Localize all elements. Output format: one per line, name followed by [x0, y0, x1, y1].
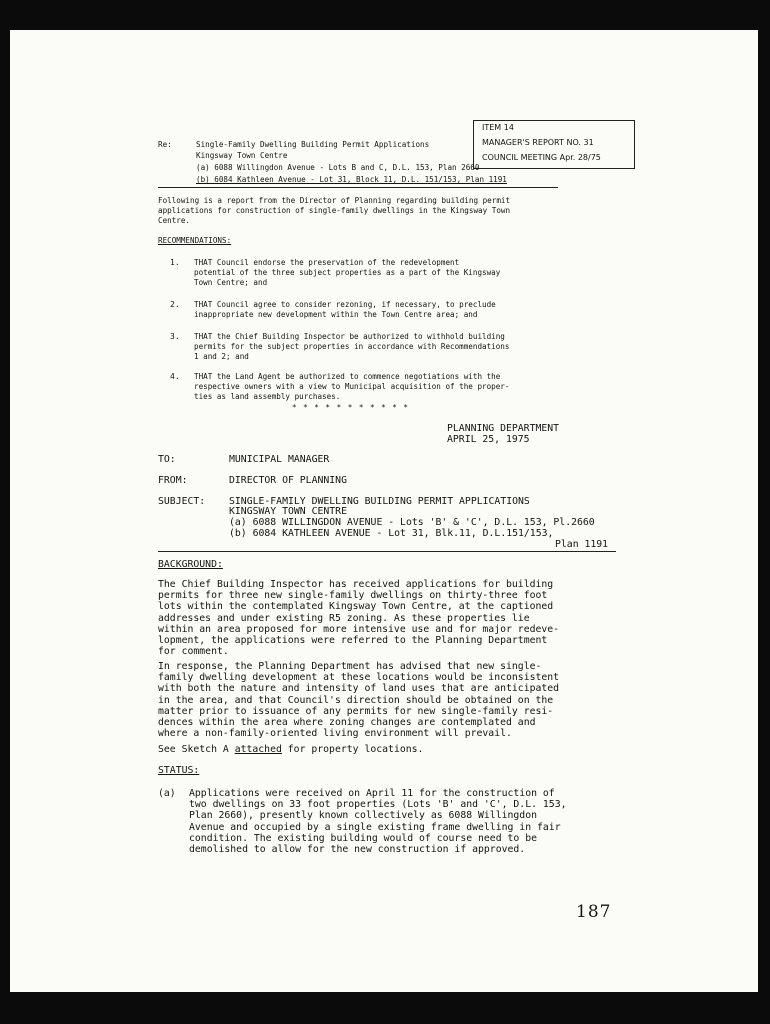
- paragraph-line: dences within the area where zoning changes are contemplated and: [158, 717, 536, 729]
- paragraph-line: within an area proposed for more intensive use and for major redeve-: [158, 623, 560, 635]
- recommendation-number: 2.: [170, 300, 180, 309]
- status-heading: STATUS:: [158, 765, 200, 776]
- paragraph-line: lopment, the applications were referred to the Planning Department: [158, 635, 548, 647]
- subject-plan: Plan 1191: [555, 539, 609, 550]
- paragraph-line: Applications were received on April 11 for the construction of: [189, 788, 555, 799]
- recommendation-line: potential of the three subject properties as a part of the Kingsway: [194, 268, 501, 278]
- department-name: PLANNING DEPARTMENT: [447, 423, 560, 434]
- recommendation-line: Town Centre; and: [194, 278, 268, 288]
- background-paragraph-1: [158, 579, 559, 657]
- item-box: [473, 120, 635, 169]
- paragraph-line: for comment.: [158, 646, 229, 658]
- council-meeting-date: COUNCIL MEETING Apr. 28/75: [482, 153, 601, 162]
- recommendation-line: permits for the subject properties in accordance with Recommendations: [194, 342, 510, 352]
- recommendation-number: 3.: [170, 332, 180, 341]
- paragraph-line: with both the nature and intensity of land uses that are anticipated: [158, 683, 560, 695]
- recommendation-line: THAT the Land Agent be authorized to commence negotiations with the: [194, 372, 501, 381]
- intro-line-3: Centre.: [158, 216, 191, 225]
- recommendation-line: THAT Council agree to consider rezoning, if necessary, to preclude: [194, 300, 496, 309]
- background-heading: BACKGROUND:: [158, 559, 223, 570]
- paragraph-line: Avenue and occupied by a single existing frame dwelling in fair: [189, 821, 561, 833]
- recommendation-line: inappropriate new development within the Town Centre area; and: [194, 310, 478, 320]
- subject-line-3: (a) 6088 WILLINGDON AVENUE - Lots 'B' & 'C', D.L. 153, Pl.2660: [229, 517, 595, 528]
- recommendation-line: respective owners with a view to Municipal acquisition of the proper-: [194, 382, 510, 392]
- intro-line-2: applications for construction of single-family dwellings in the Kingsway Town: [158, 206, 511, 215]
- sketch-reference: [158, 744, 423, 755]
- re-divider: [158, 187, 558, 188]
- paragraph-line: family dwelling development at these locations would be inconsistent: [158, 672, 560, 684]
- subject-label: SUBJECT:: [158, 496, 206, 507]
- paragraph-line: two dwellings on 33 foot properties (Lots 'B' and 'C', D.L. 153,: [189, 799, 567, 811]
- recommendation-line: THAT Council endorse the preservation of the redevelopment: [194, 258, 460, 267]
- paragraph-line: lots within the contemplated Kingsway Town Centre, at the captioned: [158, 601, 554, 613]
- to-label: TO:: [158, 454, 176, 465]
- recommendation-line: 1 and 2; and: [194, 352, 249, 362]
- separator-stars: * * * * * * * * * * *: [292, 403, 410, 412]
- managers-report-number: MANAGER'S REPORT NO. 31: [482, 138, 594, 147]
- recommendations-heading: RECOMMENDATIONS:: [158, 236, 232, 245]
- status-paragraph-a: [189, 788, 567, 855]
- background-paragraph-2: [158, 661, 559, 739]
- recommendation-line: ties as land assembly purchases.: [194, 392, 341, 402]
- re-line-1: Single-Family Dwelling Building Permit Applications: [196, 140, 430, 149]
- document-page: [10, 30, 758, 992]
- paragraph-line: where a non-family-oriented living environment will prevail.: [158, 728, 512, 740]
- paragraph-line: Plan 2660), presently known collectively as 6088 Willingdon: [189, 810, 537, 822]
- recommendation-line: THAT the Chief Building Inspector be authorized to withhold building: [194, 332, 505, 341]
- paragraph-line: The Chief Building Inspector has received applications for building: [158, 579, 554, 590]
- sketch-suffix: for property locations.: [281, 744, 424, 755]
- from-value: DIRECTOR OF PLANNING: [229, 475, 347, 486]
- from-label: FROM:: [158, 475, 188, 486]
- intro-line-1: Following is a report from the Director of Planning regarding building permit: [158, 196, 511, 205]
- subject-line-4: (b) 6084 KATHLEEN AVENUE - Lot 31, Blk.11, D.L.151/153,: [229, 528, 554, 539]
- item-number: ITEM 14: [482, 123, 514, 132]
- sketch-attached: attached: [234, 744, 282, 755]
- paragraph-line: demolished to allow for the new construction if approved.: [189, 844, 526, 856]
- paragraph-line: In response, the Planning Department has advised that new single-: [158, 661, 542, 672]
- sketch-prefix: See Sketch A: [158, 744, 235, 755]
- recommendation-number: 4.: [170, 372, 180, 381]
- recommendation-number: 1.: [170, 258, 180, 267]
- re-line-4: (b) 6084 Kathleen Avenue - Lot 31, Block 11, D.L. 151/153, Plan 1191: [196, 175, 507, 184]
- re-label: Re:: [158, 140, 172, 149]
- to-value: MUNICIPAL MANAGER: [229, 454, 330, 465]
- subject-divider: [158, 551, 616, 552]
- paragraph-line: matter prior to issuance of any permits for new single-family resi-: [158, 705, 554, 717]
- re-line-2: Kingsway Town Centre: [196, 151, 288, 160]
- paragraph-line: condition. The existing building would of course need to be: [189, 832, 537, 844]
- paragraph-line: permits for three new single-family dwellings on thirty-three foot: [158, 590, 548, 602]
- paragraph-line: in the area, and that Council's direction should be obtained on the: [158, 694, 554, 706]
- paragraph-line: addresses and under existing R5 zoning. As these properties lie: [158, 612, 530, 624]
- page-number: 187: [576, 902, 612, 922]
- subject-line-1: SINGLE-FAMILY DWELLING BUILDING PERMIT APPLICATIONS: [229, 496, 530, 507]
- subject-line-2: KINGSWAY TOWN CENTRE: [229, 506, 347, 517]
- department-date: APRIL 25, 1975: [447, 434, 530, 445]
- status-item-label: (a): [158, 788, 176, 799]
- re-line-3: (a) 6088 Willingdon Avenue - Lots B and C, D.L. 153, Plan 2660: [196, 163, 480, 172]
